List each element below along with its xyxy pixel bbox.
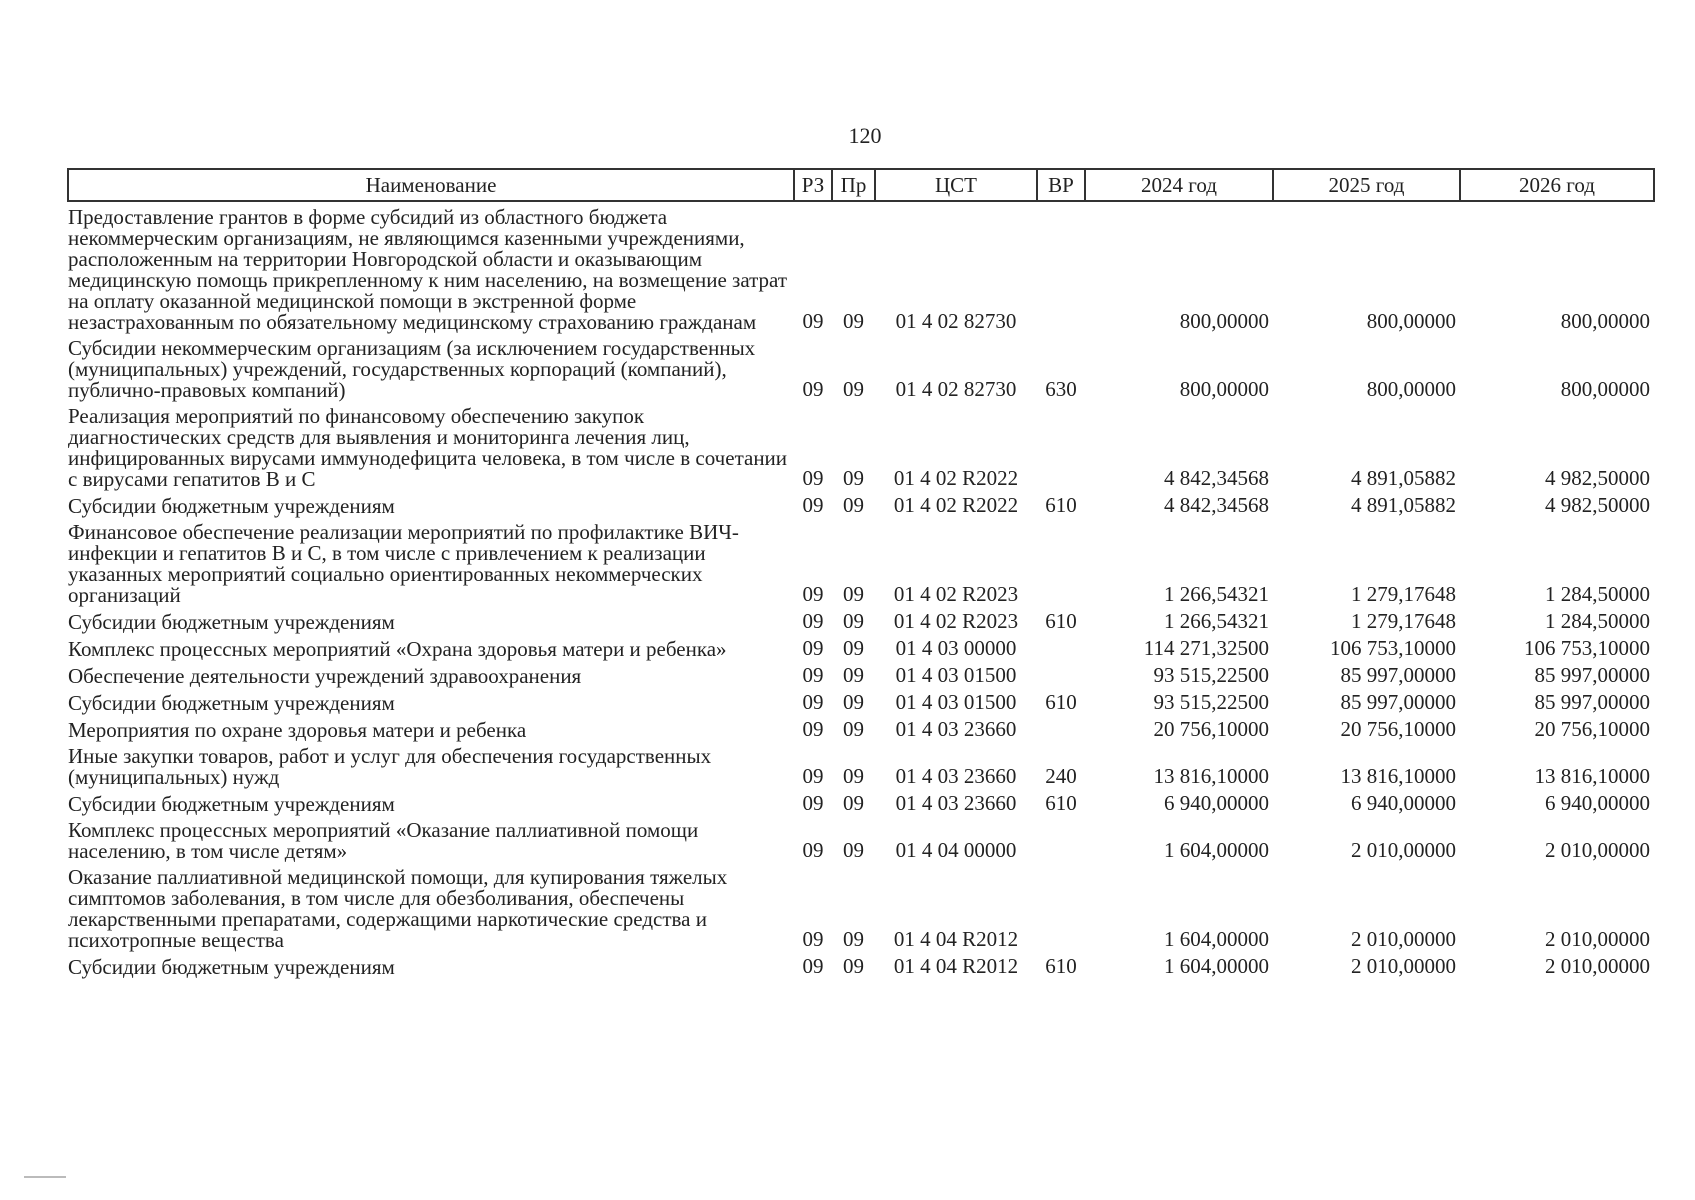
row-rz: 09 [802,764,824,788]
table-row [68,687,1654,714]
row-name: Комплекс процессных мероприятий «Охрана здоровья матери и ребенка» [68,637,727,661]
row-pr: 09 [843,466,864,490]
header-2026: 2026 год [1460,169,1654,201]
row-name: Реализация мероприятий по финансовому обеспечению закупок диагностических средств для выявления и мониторинга лечения лиц, инфицированных вирусами иммунодефицита человека, в том числе в сочетании с вирусами гепатитов В и С [68,404,788,491]
row-amount-2025: 800,00000 [1366,309,1456,333]
table-row [68,517,1654,606]
table-row [68,333,1654,401]
row-amount-2025: 4 891,05882 [1351,466,1456,490]
table-header-row [68,169,1654,201]
row-cst: 01 4 03 23660 [895,791,1017,815]
row-amount-2025: 20 756,10000 [1340,717,1456,741]
row-vr [1037,633,1085,660]
row-amount-2026: 800,00000 [1560,309,1650,333]
row-vr: 610 [1045,493,1077,517]
row-vr [1037,517,1085,606]
row-name: Субсидии бюджетным учреждениям [68,955,395,979]
row-cst: 01 4 03 23660 [895,764,1017,788]
table-row [68,741,1654,788]
row-amount-2025: 13 816,10000 [1340,764,1456,788]
row-name: Комплекс процессных мероприятий «Оказание паллиативной помощи населению, в том числе детям» [68,818,699,863]
table-row [68,660,1654,687]
row-cst: 01 4 02 82730 [895,377,1017,401]
row-cst: 01 4 03 01500 [895,663,1017,687]
row-vr: 610 [1045,954,1077,978]
row-amount-2024: 800,00000 [1179,377,1269,401]
header-cst: ЦСТ [875,169,1037,201]
row-amount-2026: 85 997,00000 [1534,663,1650,687]
row-amount-2025: 2 010,00000 [1351,954,1456,978]
row-cst: 01 4 03 00000 [895,636,1017,660]
row-pr: 09 [843,954,864,978]
table-body [68,201,1654,978]
table-row [68,788,1654,815]
row-amount-2026: 800,00000 [1560,377,1650,401]
row-amount-2024: 6 940,00000 [1164,791,1269,815]
row-amount-2026: 13 816,10000 [1534,764,1650,788]
row-amount-2024: 4 842,34568 [1164,493,1269,517]
row-cst: 01 4 02 82730 [895,309,1017,333]
page-number: 120 [848,123,882,148]
row-amount-2024: 1 604,00000 [1164,954,1269,978]
row-name: Предоставление грантов в форме субсидий из областного бюджета некоммерческим организациям, не являющимся казенными учреждениями, расположенным на территории Новгородской области и оказывающим медицинскую помощь прикрепленному к ним населению, на возмещение затрат на оплату оказанной медицинской помощи в экстренной форме незастрахованным по обязательному медицинскому страхованию гражданам [68,205,787,334]
table-row [68,201,1654,333]
row-rz: 09 [802,791,824,815]
row-pr: 09 [843,838,864,862]
row-amount-2025: 106 753,10000 [1330,636,1456,660]
row-vr [1037,401,1085,490]
row-cst: 01 4 03 01500 [895,690,1017,714]
row-pr: 09 [843,663,864,687]
row-amount-2026: 4 982,50000 [1545,466,1650,490]
row-name: Мероприятия по охране здоровья матери и ребенка [68,718,527,742]
header-2024: 2024 год [1085,169,1273,201]
row-amount-2026: 6 940,00000 [1545,791,1650,815]
row-amount-2026: 106 753,10000 [1524,636,1650,660]
table-row [68,815,1654,862]
row-pr: 09 [843,927,864,951]
table-row [68,951,1654,978]
row-pr: 09 [843,636,864,660]
row-cst: 01 4 04 R2012 [893,954,1019,978]
row-cst: 01 4 03 23660 [895,717,1017,741]
row-rz: 09 [802,838,824,862]
row-name: Субсидии бюджетным учреждениям [68,494,395,518]
row-amount-2026: 1 284,50000 [1545,582,1650,606]
row-amount-2024: 1 604,00000 [1164,838,1269,862]
table-row [68,490,1654,517]
scan-artifact [24,1176,94,1178]
header-2025: 2025 год [1273,169,1460,201]
row-name: Субсидии бюджетным учреждениям [68,610,395,634]
row-rz: 09 [802,636,824,660]
header-name: Наименование [68,169,794,201]
row-vr: 610 [1045,791,1077,815]
row-pr: 09 [843,717,864,741]
row-amount-2026: 85 997,00000 [1534,690,1650,714]
row-rz: 09 [802,493,824,517]
row-amount-2025: 85 997,00000 [1340,663,1456,687]
row-amount-2024: 93 515,22500 [1153,690,1269,714]
row-rz: 09 [802,954,824,978]
table-row [68,633,1654,660]
row-rz: 09 [802,717,824,741]
row-name: Иные закупки товаров, работ и услуг для обеспечения государственных (муниципальных) нужд [68,744,712,789]
row-pr: 09 [843,493,864,517]
row-amount-2026: 4 982,50000 [1545,493,1650,517]
row-amount-2024: 114 271,32500 [1143,636,1269,660]
budget-table [67,168,1655,978]
row-cst: 01 4 04 R2012 [893,927,1019,951]
row-amount-2024: 93 515,22500 [1153,663,1269,687]
row-vr [1037,815,1085,862]
row-amount-2026: 2 010,00000 [1545,927,1650,951]
row-name: Субсидии бюджетным учреждениям [68,691,395,715]
row-vr [1037,862,1085,951]
row-pr: 09 [843,690,864,714]
row-amount-2026: 2 010,00000 [1545,954,1650,978]
row-amount-2025: 6 940,00000 [1351,791,1456,815]
row-name: Субсидии бюджетным учреждениям [68,792,395,816]
header-vr: ВР [1037,169,1085,201]
row-name: Оказание паллиативной медицинской помощи, для купирования тяжелых симптомов заболевания, в том числе для обезболивания, обеспечены лекарственными препаратами, содержащими наркотические средства и психотропные вещества [68,865,728,952]
row-vr [1037,201,1085,333]
table-row [68,401,1654,490]
row-amount-2024: 13 816,10000 [1153,764,1269,788]
row-name: Финансовое обеспечение реализации мероприятий по профилактике ВИЧ-инфекции и гепатитов В и С, в том числе с привлечением к реализации указанных мероприятий социально ориентированных некоммерческих организаций [68,520,739,607]
table-row [68,606,1654,633]
row-pr: 09 [843,791,864,815]
row-amount-2024: 1 604,00000 [1164,927,1269,951]
row-rz: 09 [802,377,824,401]
row-amount-2024: 1 266,54321 [1164,609,1269,633]
row-amount-2026: 1 284,50000 [1545,609,1650,633]
row-rz: 09 [802,466,824,490]
row-pr: 09 [843,764,864,788]
row-amount-2024: 1 266,54321 [1164,582,1269,606]
row-cst: 01 4 04 00000 [895,838,1017,862]
row-amount-2024: 20 756,10000 [1153,717,1269,741]
row-amount-2026: 20 756,10000 [1534,717,1650,741]
row-amount-2024: 800,00000 [1179,309,1269,333]
row-cst: 01 4 02 R2022 [893,493,1019,517]
row-cst: 01 4 02 R2022 [893,466,1019,490]
row-rz: 09 [802,309,824,333]
row-pr: 09 [843,582,864,606]
row-rz: 09 [802,690,824,714]
row-vr [1037,714,1085,741]
row-amount-2024: 4 842,34568 [1164,466,1269,490]
row-vr: 240 [1045,764,1077,788]
row-cst: 01 4 02 R2023 [893,609,1019,633]
row-rz: 09 [802,609,824,633]
header-rz: РЗ [794,169,832,201]
row-pr: 09 [843,309,864,333]
row-amount-2025: 1 279,17648 [1351,609,1456,633]
row-vr: 610 [1045,609,1077,633]
row-amount-2025: 85 997,00000 [1340,690,1456,714]
table-row [68,714,1654,741]
row-amount-2025: 1 279,17648 [1351,582,1456,606]
row-pr: 09 [843,609,864,633]
row-amount-2025: 4 891,05882 [1351,493,1456,517]
row-name: Обеспечение деятельности учреждений здравоохранения [68,664,582,688]
row-amount-2025: 2 010,00000 [1351,838,1456,862]
row-amount-2025: 2 010,00000 [1351,927,1456,951]
row-vr [1037,660,1085,687]
row-amount-2026: 2 010,00000 [1545,838,1650,862]
row-amount-2025: 800,00000 [1366,377,1456,401]
row-rz: 09 [802,582,824,606]
row-pr: 09 [843,377,864,401]
row-vr: 610 [1045,690,1077,714]
header-pr: Пр [832,169,875,201]
row-vr: 630 [1045,377,1077,401]
row-cst: 01 4 02 R2023 [893,582,1019,606]
row-rz: 09 [802,663,824,687]
table-row [68,862,1654,951]
row-name: Субсидии некоммерческим организациям (за исключением государственных (муниципальных) учреждений, государственных корпораций (компаний), публично-правовых компаний) [68,336,756,402]
row-rz: 09 [802,927,824,951]
